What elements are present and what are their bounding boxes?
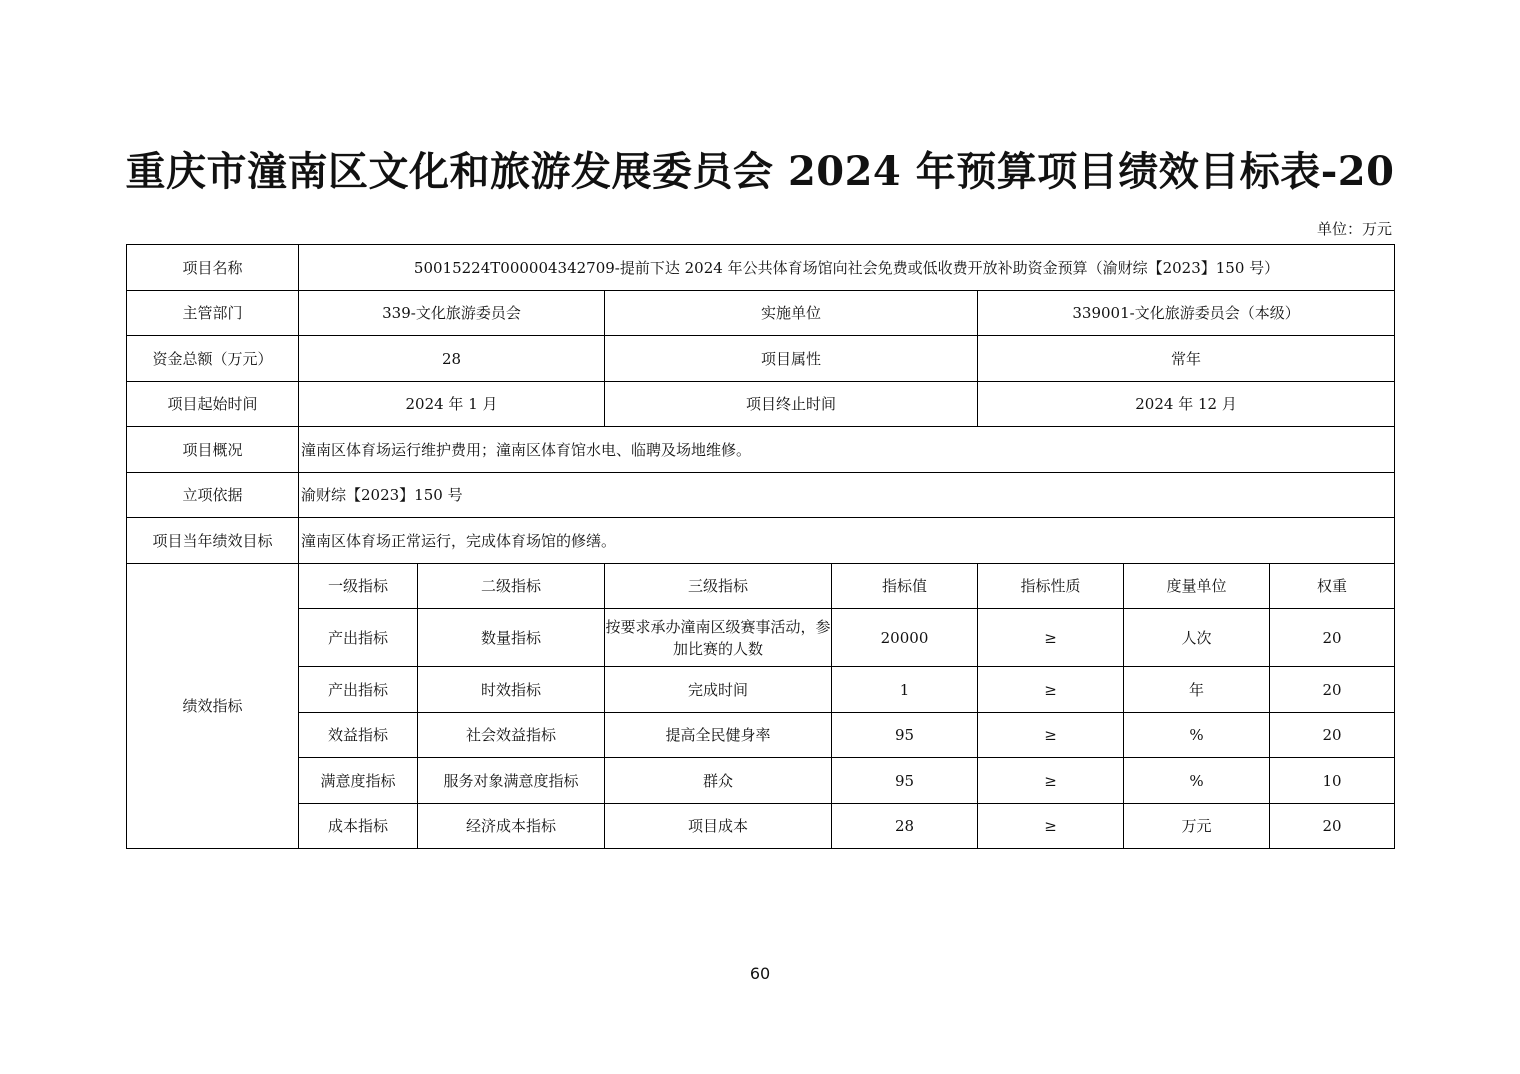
project-name-value: 50015224T000004342709-提前下达 2024 年公共体育场馆向社会免费或低收费开放补助资金预算（渝财综【2023】150 号） [299,245,1395,291]
indicator-section-label: 绩效指标 [127,564,299,849]
level1-cell: 效益指标 [299,713,418,758]
level1-cell: 产出指标 [299,609,418,667]
table-row [127,473,1395,518]
goal-label: 项目当年绩效目标 [127,518,299,564]
attr-value: 常年 [978,336,1395,382]
level2-cell: 数量指标 [418,609,605,667]
nature-cell: ≥ [978,804,1124,849]
table-row [127,518,1395,564]
weight-cell: 20 [1270,667,1395,713]
performance-table [126,244,1395,849]
page-number: 60 [749,964,771,983]
attr-label: 项目属性 [605,336,978,382]
end-value: 2024 年 12 月 [978,382,1395,427]
impl-label: 实施单位 [605,291,978,336]
start-label: 项目起始时间 [127,382,299,427]
unit-cell: % [1124,713,1270,758]
impl-value: 339001-文化旅游委员会（本级） [978,291,1395,336]
header-level2: 二级指标 [418,564,605,609]
weight-cell: 20 [1270,713,1395,758]
end-label: 项目终止时间 [605,382,978,427]
value-cell: 1 [832,667,978,713]
value-cell: 95 [832,758,978,804]
page-title: 重庆市潼南区文化和旅游发展委员会 2024 年预算项目绩效目标表-20 [125,148,1395,195]
level3-cell: 提高全民健身率 [605,713,832,758]
value-cell: 95 [832,713,978,758]
fund-label: 资金总额（万元） [127,336,299,382]
unit-cell: % [1124,758,1270,804]
goal-value: 潼南区体育场正常运行，完成体育场馆的修缮。 [299,518,1395,564]
fund-value: 28 [299,336,605,382]
indicator-row [127,758,1395,804]
indicator-header-row [127,564,1395,609]
level3-cell: 按要求承办潼南区级赛事活动，参加比赛的人数 [605,609,832,667]
table-row [127,245,1395,291]
unit-cell: 人次 [1124,609,1270,667]
indicator-row [127,804,1395,849]
unit-cell: 年 [1124,667,1270,713]
dept-value: 339-文化旅游委员会 [299,291,605,336]
level3-cell: 项目成本 [605,804,832,849]
indicator-row [127,609,1395,667]
header-weight: 权重 [1270,564,1395,609]
level1-cell: 产出指标 [299,667,418,713]
level2-cell: 社会效益指标 [418,713,605,758]
header-level1: 一级指标 [299,564,418,609]
overview-label: 项目概况 [127,427,299,473]
indicator-row [127,713,1395,758]
table-row [127,336,1395,382]
unit-label: 单位：万元 [1316,220,1392,238]
nature-cell: ≥ [978,667,1124,713]
start-value: 2024 年 1 月 [299,382,605,427]
value-cell: 20000 [832,609,978,667]
table-row [127,427,1395,473]
weight-cell: 20 [1270,804,1395,849]
table-row [127,382,1395,427]
level3-cell: 完成时间 [605,667,832,713]
level3-cell: 群众 [605,758,832,804]
table-row [127,291,1395,336]
level1-cell: 满意度指标 [299,758,418,804]
nature-cell: ≥ [978,713,1124,758]
weight-cell: 10 [1270,758,1395,804]
header-unit: 度量单位 [1124,564,1270,609]
nature-cell: ≥ [978,758,1124,804]
project-name-label: 项目名称 [127,245,299,291]
basis-value: 渝财综【2023】150 号 [299,473,1395,518]
overview-value: 潼南区体育场运行维护费用；潼南区体育馆水电、临聘及场地维修。 [299,427,1395,473]
nature-cell: ≥ [978,609,1124,667]
basis-label: 立项依据 [127,473,299,518]
indicator-row [127,667,1395,713]
header-value: 指标值 [832,564,978,609]
header-nature: 指标性质 [978,564,1124,609]
level2-cell: 经济成本指标 [418,804,605,849]
header-level3: 三级指标 [605,564,832,609]
weight-cell: 20 [1270,609,1395,667]
unit-cell: 万元 [1124,804,1270,849]
level2-cell: 时效指标 [418,667,605,713]
value-cell: 28 [832,804,978,849]
dept-label: 主管部门 [127,291,299,336]
level2-cell: 服务对象满意度指标 [418,758,605,804]
level1-cell: 成本指标 [299,804,418,849]
